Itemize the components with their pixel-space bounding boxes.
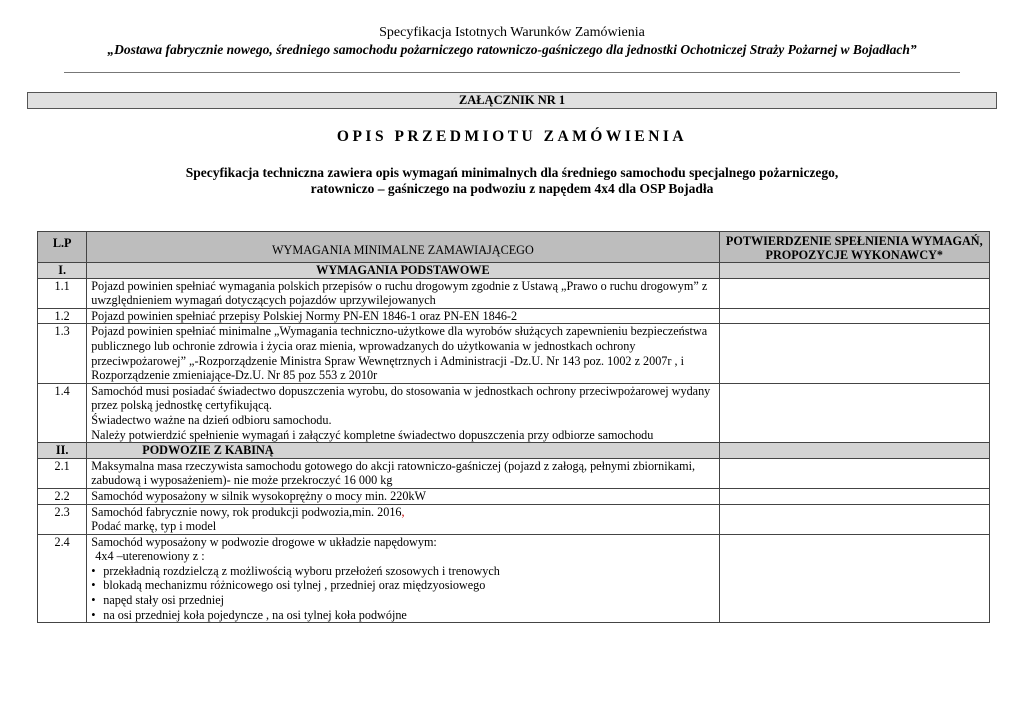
row-confirmation-cell[interactable] <box>719 308 989 324</box>
requirement-line: Świadectwo ważne na dzień odbioru samochodu. <box>91 412 332 427</box>
table-row <box>38 534 990 623</box>
row-confirmation-cell[interactable] <box>719 504 989 534</box>
requirement-line: Samochód musi posiadać świadectwo dopuszczenia wyrobu, do stosowania w jednostkach ochrony przeciwpożarowej wydany przez polską jednostkę certyfikującą. <box>91 383 711 413</box>
requirement-line: Należy potwierdzić spełnienie wymagań i załączyć kompletne świadectwo dopuszczenia przy odbiorze samochodu <box>91 427 654 442</box>
col-header-requirements: WYMAGANIA MINIMALNE ZAMAWIAJĄCEGO <box>87 232 719 263</box>
row-number: 2.3 <box>38 504 87 534</box>
section-confirmation-cell <box>719 443 989 459</box>
row-confirmation-cell[interactable] <box>719 458 989 488</box>
bullet-item: • napęd stały osi przedniej <box>91 593 714 608</box>
table-row <box>38 308 990 324</box>
row-confirmation-cell[interactable] <box>719 324 989 383</box>
requirement-text: Samochód fabrycznie nowy, rok produkcji podwozia,min. 2016 <box>91 504 402 519</box>
section-confirmation-cell <box>719 263 989 279</box>
bullet-item: • na osi przedniej koła pojedyncze , na osi tylnej koła podwójne <box>91 608 714 623</box>
row-confirmation-cell[interactable] <box>719 383 989 442</box>
spec-description <box>0 165 1024 197</box>
row-number: 1.4 <box>38 383 87 442</box>
row-requirement <box>87 504 719 534</box>
row-number: 1.3 <box>38 324 87 383</box>
row-number: 2.1 <box>38 458 87 488</box>
attachment-label: ZAŁĄCZNIK NR 1 <box>27 92 997 109</box>
section-row-chassis <box>38 443 990 459</box>
document-title: OPIS PRZEDMIOTU ZAMÓWIENIA <box>336 128 688 145</box>
section-number: II. <box>38 443 87 459</box>
table-row <box>38 324 990 383</box>
table-row <box>38 458 990 488</box>
row-requirement: Samochód wyposażony w silnik wysokoprężny o mocy min. 220kW <box>87 488 719 504</box>
spec-line-1: Specyfikacja techniczna zawiera opis wymagań minimalnych dla średniego samochodu specjalnego pożarniczego, <box>185 165 839 180</box>
spec-line-2: ratowniczo – gaśniczego na podwoziu z napędem 4x4 dla OSP Bojadła <box>310 181 714 196</box>
requirement-line: Samochód wyposażony w podwozie drogowe w układzie napędowym: <box>91 534 437 549</box>
requirement-bullets <box>91 564 714 622</box>
row-number: 2.2 <box>38 488 87 504</box>
table-row <box>38 488 990 504</box>
table-row <box>38 383 990 442</box>
row-number: 1.1 <box>38 278 87 308</box>
row-requirement: Pojazd powinien spełniać przepisy Polskiej Normy PN-EN 1846-1 oraz PN-EN 1846-2 <box>87 308 719 324</box>
row-confirmation-cell[interactable] <box>719 278 989 308</box>
row-number: 2.4 <box>38 534 87 623</box>
row-requirement: Maksymalna masa rzeczywista samochodu gotowego do akcji ratowniczo-gaśniczej (pojazd z załogą, pełnymi zbiornikami, zabudową i wyposażeniem)- nie może przekroczyć 16 000 kg <box>87 458 719 488</box>
row-confirmation-cell[interactable] <box>719 534 989 623</box>
row-requirement: Pojazd powinien spełniać wymagania polskich przepisów o ruchu drogowym zgodnie z Ustawą „Prawo o ruchu drogowym” z uwzględnieniem wymagań dotyczących pojazdów uprzywilejowanych <box>87 278 719 308</box>
table-row <box>38 278 990 308</box>
header-title: Specyfikacja Istotnych Warunków Zamówienia <box>379 25 645 40</box>
requirement-comma: , <box>401 504 405 519</box>
col-header-confirmation: POTWIERDZENIE SPEŁNIENIA WYMAGAŃ, PROPOZYCJE WYKONAWCY* <box>719 232 989 263</box>
requirement-line <box>91 505 714 520</box>
requirements-table <box>37 231 990 623</box>
col-header-lp: L.P <box>38 232 87 263</box>
requirement-line: Podać markę, typ i model <box>91 519 217 534</box>
section-title: PODWOZIE Z KABINĄ <box>87 443 719 459</box>
row-number: 1.2 <box>38 308 87 324</box>
bullet-item: • blokadą mechanizmu różnicowego osi tylnej , przedniej oraz międzyosiowego <box>91 578 714 593</box>
header-subtitle: „Dostawa fabrycznie nowego, średniego samochodu pożarniczego ratowniczo-gaśniczego dla jednostki Ochotniczej Straży Pożarnej w Bojadłach” <box>107 42 917 57</box>
row-confirmation-cell[interactable] <box>719 488 989 504</box>
header-divider <box>64 72 960 73</box>
table-row <box>38 504 990 534</box>
row-requirement: Pojazd powinien spełniać minimalne „Wymagania techniczno-użytkowe dla wyrobów służących zapewnieniu bezpieczeństwa publicznego lub ochronie zdrowia i życia oraz mienia, wprowadzanych do użytkowania w jednostkach ochrony przeciwpożarowej” „-Rozporządzenie Ministra Spraw Wewnętrznych i Administracji -Dz.U. Nr 143 poz. 1002 z 2007r , i Rozporządzenie zmieniające-Dz.U. Nr 85 poz 553 z 2010r <box>87 324 719 383</box>
row-requirement <box>87 534 719 623</box>
table-header-row <box>38 232 990 263</box>
section-title: WYMAGANIA PODSTAWOWE <box>87 263 719 279</box>
section-row-basic <box>38 263 990 279</box>
bullet-item: • przekładnią rozdzielczą z możliwością wyboru przełożeń szosowych i trenowych <box>91 564 714 579</box>
row-requirement <box>87 383 719 442</box>
section-number: I. <box>38 263 87 279</box>
requirement-line: 4x4 –uterenowiony z : <box>95 549 205 564</box>
